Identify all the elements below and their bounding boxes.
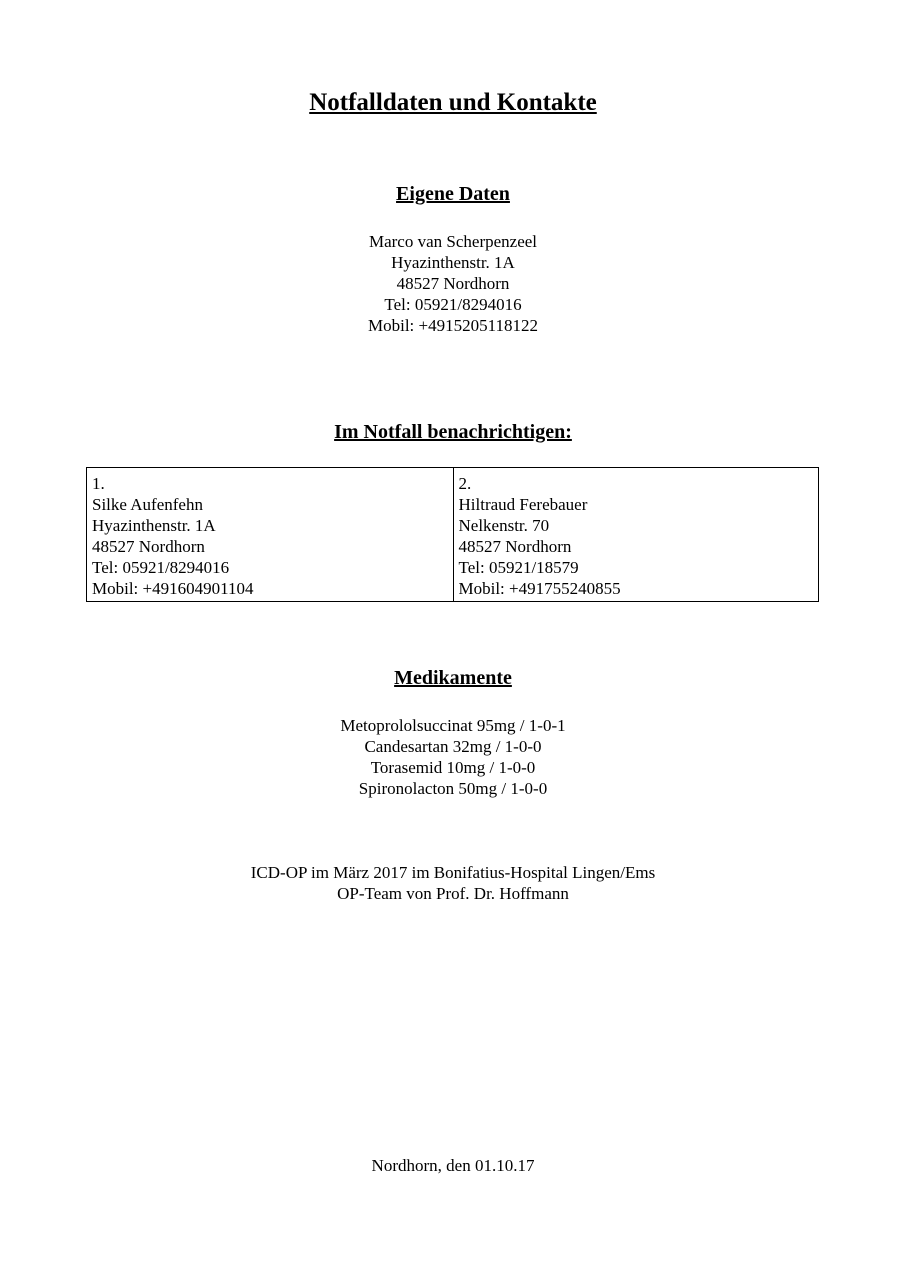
contact-number: 2. — [458, 474, 472, 493]
emergency-contact-2 — [453, 468, 819, 601]
own-mobile: Mobil: +4915205118122 — [368, 316, 538, 335]
contact-mobile: Mobil: +491755240855 — [458, 579, 621, 598]
contact-name: Hiltraud Ferebauer — [458, 495, 588, 514]
medication-item: Metoprololsuccinat 95mg / 1-0-1 — [340, 716, 566, 735]
own-phone: Tel: 05921/8294016 — [384, 295, 522, 314]
surgery-note-line: ICD-OP im März 2017 im Bonifatius-Hospital Lingen/Ems — [250, 863, 656, 882]
contact-city: 48527 Nordhorn — [92, 537, 205, 556]
contact-city: 48527 Nordhorn — [458, 537, 572, 556]
own-city: 48527 Nordhorn — [396, 274, 510, 293]
medication-item: Torasemid 10mg / 1-0-0 — [370, 758, 536, 777]
contact-phone: Tel: 05921/18579 — [458, 558, 579, 577]
own-street: Hyazinthenstr. 1A — [391, 253, 515, 272]
medications-list — [0, 715, 906, 799]
contact-street: Hyazinthenstr. 1A — [92, 516, 216, 535]
own-data-block — [0, 231, 906, 336]
own-name: Marco van Scherpenzeel — [368, 232, 538, 251]
medication-item: Candesartan 32mg / 1-0-0 — [364, 737, 542, 756]
surgery-team-line: OP-Team von Prof. Dr. Hoffmann — [337, 884, 569, 903]
own-data-heading: Eigene Daten — [396, 183, 510, 205]
emergency-heading: Im Notfall benachrichtigen: — [334, 421, 572, 443]
place-date: Nordhorn, den 01.10.17 — [371, 1156, 535, 1175]
surgery-notes — [0, 862, 906, 904]
contact-name: Silke Aufenfehn — [92, 495, 203, 514]
contact-phone: Tel: 05921/8294016 — [92, 558, 230, 577]
contact-street: Nelkenstr. 70 — [458, 516, 550, 535]
medications-heading: Medikamente — [394, 667, 512, 689]
emergency-contact-1 — [87, 468, 453, 601]
contact-mobile: Mobil: +491604901104 — [92, 579, 254, 598]
emergency-contacts-table — [86, 467, 819, 602]
page-title: Notfalldaten und Kontakte — [309, 89, 597, 116]
contact-number: 1. — [92, 474, 105, 493]
medication-item: Spironolacton 50mg / 1-0-0 — [358, 779, 548, 798]
